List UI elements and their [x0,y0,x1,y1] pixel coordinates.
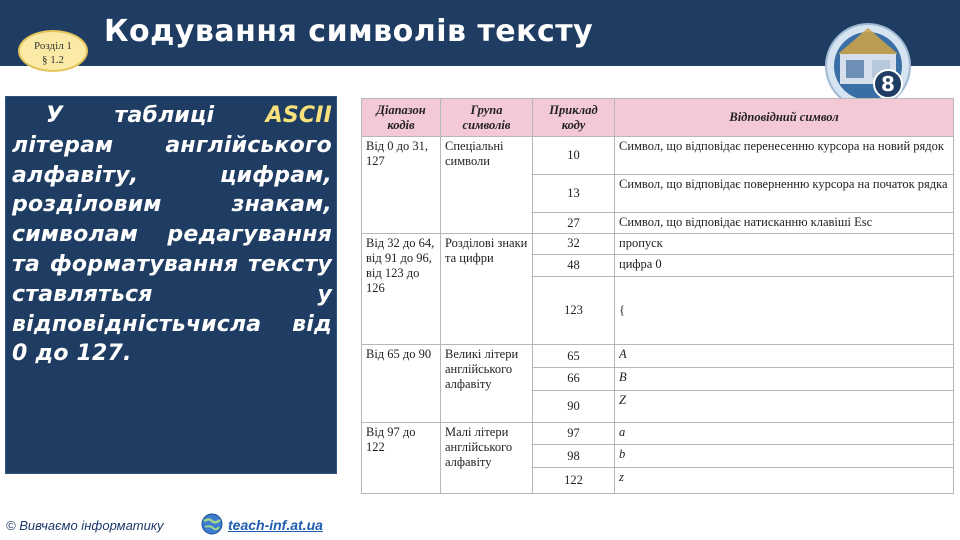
group-cell: Розділові знаки та цифри [441,233,533,344]
header-code: Приклад коду [533,99,615,137]
symbol-cell: z [615,468,954,494]
range-cell: Від 97 до 122 [362,422,441,493]
code-cell: 90 [533,390,615,422]
symbol-cell: Z [615,390,954,422]
group-cell: Спеціальні символи [441,137,533,234]
code-cell: 65 [533,345,615,368]
header-group: Група символів [441,99,533,137]
symbol-cell: b [615,445,954,468]
code-cell: 48 [533,254,615,277]
intro-lead: У таблиці [46,103,266,128]
grade-number: 8 [881,72,895,96]
code-cell: 122 [533,468,615,494]
paragraph-label: § 1.2 [42,54,64,66]
intro-paragraph [12,101,332,369]
symbol-cell: { [615,277,954,345]
table-row [362,137,954,175]
table-row [362,345,954,368]
symbol-cell: Символ, що відповідає натисканню клавіші Esc [615,213,954,234]
section-badge [18,30,88,72]
code-cell: 98 [533,445,615,468]
code-cell: 97 [533,422,615,445]
code-cell: 123 [533,277,615,345]
symbol-cell: A [615,345,954,368]
header-range: Діапазон кодів [362,99,441,137]
code-cell: 10 [533,137,615,175]
code-cell: 13 [533,175,615,213]
code-cell: 66 [533,368,615,391]
group-cell: Малі літери англійського алфавіту [441,422,533,493]
symbol-cell: цифра 0 [615,254,954,277]
table-row [362,422,954,445]
symbol-cell: Символ, що відповідає перенесенню курсора на новий рядок [615,137,954,175]
section-label: Розділ 1 [34,40,72,52]
ascii-table [361,98,954,494]
intro-body: літерам англійського алфавіту, цифрам, розділовим знакам, символам редагування та форматування тексту ставляться у відповідністьчисла від 0 до 127. [12,132,332,367]
symbol-cell: a [615,422,954,445]
site-link[interactable]: teach-inf.at.ua [228,517,323,533]
code-cell: 32 [533,233,615,254]
group-cell: Великі літери англійського алфавіту [441,345,533,422]
symbol-cell: пропуск [615,233,954,254]
range-cell: Від 0 до 31, 127 [362,137,441,234]
range-cell: Від 32 до 64, від 91 до 96, від 123 до 126 [362,233,441,344]
text-panel [5,96,337,474]
symbol-cell: Символ, що відповідає поверненню курсора на початок рядка [615,175,954,213]
range-cell: Від 65 до 90 [362,345,441,422]
table-row [362,233,954,254]
code-cell: 27 [533,213,615,234]
grade-logo [810,14,928,102]
intro-accent: ASCII [265,103,332,128]
globe-icon [200,512,224,536]
footer-copyright: © Вивчаємо інформатику [6,518,164,533]
symbol-cell: B [615,368,954,391]
header-symbol: Відповідний символ [615,99,954,137]
page-title: Кодування символів тексту [104,14,594,49]
